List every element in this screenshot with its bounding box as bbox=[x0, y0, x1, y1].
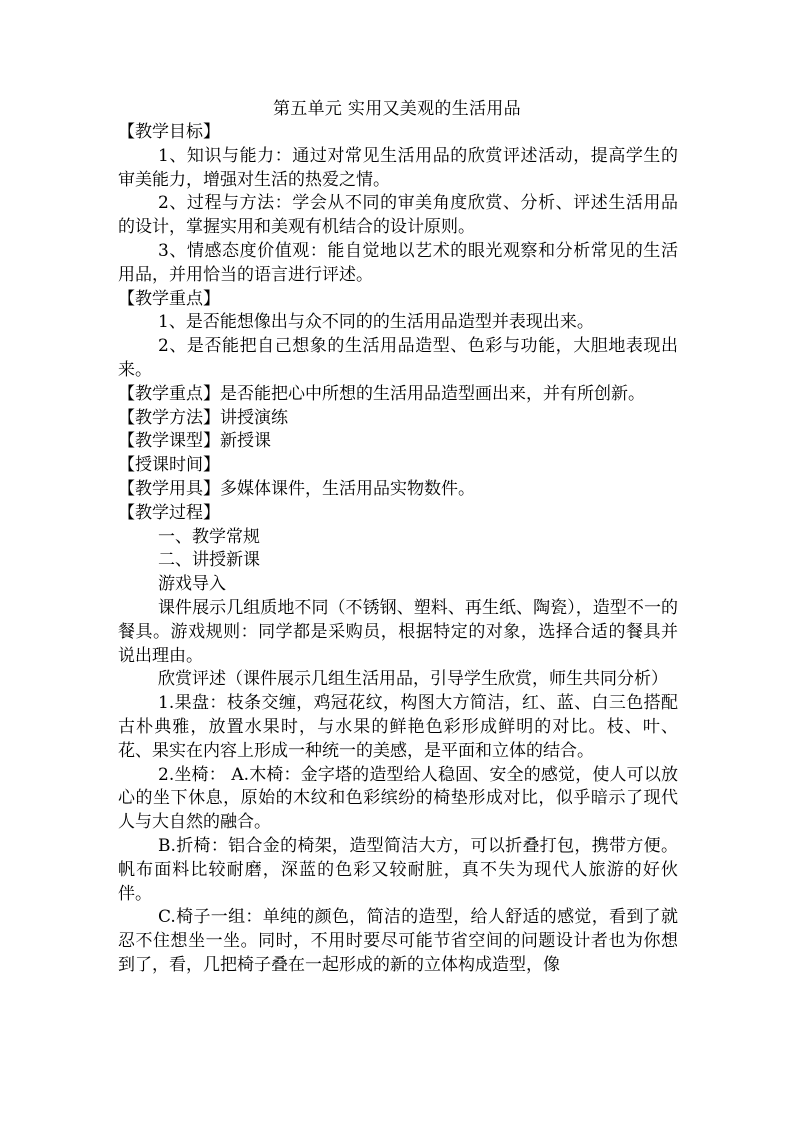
lesson-type: 【教学课型】新授课 bbox=[118, 431, 271, 452]
process-step-3: 游戏导入 bbox=[158, 574, 226, 595]
process-step-1: 一、教学常规 bbox=[158, 526, 260, 547]
section-heading-key: 【教学重点】 bbox=[118, 288, 220, 309]
page-title: 第五单元 实用又美观的生活用品 bbox=[273, 99, 521, 119]
lesson-time: 【授课时间】 bbox=[118, 455, 220, 476]
key-item-2: 2、是否能把自己想象的生活用品造型、色彩与功能，大胆地表现出来。 bbox=[118, 336, 678, 380]
process-paragraph-appreciation: 欣赏评述（课件展示几组生活用品，引导学生欣赏，师生共同分析） bbox=[158, 669, 668, 690]
section-heading-process: 【教学过程】 bbox=[118, 502, 220, 523]
process-paragraph-fruit-plate: 1.果盘：枝条交缠，鸡冠花纹，构图大方简洁，红、蓝、白三色搭配古朴典雅，放置水果时，与水果的鲜艳色彩形成鲜明的对比。枝、叶、花、果实在内容上形成一种统一的美感，是平面和立体的结合。 bbox=[118, 693, 678, 761]
document-body bbox=[118, 121, 678, 978]
section-heading-goals: 【教学目标】 bbox=[118, 122, 220, 142]
key-item-1: 1、是否能想像出与众不同的的生活用品造型并表现出来。 bbox=[158, 312, 594, 333]
process-paragraph-chair-a: 2.坐椅： A.木椅：金字塔的造型给人稳固、安全的感觉，使人可以放心的坐下休息，原始的木纹和色彩缤纷的椅垫形成对比，似乎暗示了现代人与大自然的融合。 bbox=[118, 764, 678, 833]
teaching-method: 【教学方法】讲授演练 bbox=[118, 407, 288, 428]
teaching-tools: 【教学用具】多媒体课件，生活用品实物数件。 bbox=[118, 478, 475, 499]
process-paragraph-chair-c: C.椅子一组：单纯的颜色，简洁的造型，给人舒适的感觉，看到了就忍不住想坐一坐。同时，不用时要尽可能节省空间的问题设计者也为你想到了，看，几把椅子叠在一起形成的新的立体构成造型，像 bbox=[118, 907, 678, 975]
goal-item-2: 2、过程与方法：学会从不同的审美角度欣赏、分析、评述生活用品的设计，掌握实用和美观有机结合的设计原则。 bbox=[118, 193, 678, 238]
process-paragraph-game: 课件展示几组质地不同（不锈钢、塑料、再生纸、陶瓷），造型不一的餐具。游戏规则：同学都是采购员，根据特定的对象，选择合适的餐具并说出理由。 bbox=[118, 597, 678, 666]
goal-item-3: 3、情感态度价值观：能自觉地以艺术的眼光观察和分析常见的生活用品，并用恰当的语言进行评述。 bbox=[118, 240, 678, 285]
key-difficulty: 【教学重点】是否能把心中所想的生活用品造型画出来，并有所创新。 bbox=[118, 383, 645, 404]
process-paragraph-chair-b: B.折椅：铝合金的椅架，造型简洁大方，可以折叠打包，携带方便。帆布面料比较耐磨，深蓝的色彩又较耐脏，真不失为现代人旅游的好伙伴。 bbox=[118, 835, 678, 904]
goal-item-1: 1、知识与能力：通过对常见生活用品的欣赏评述活动，提高学生的审美能力，增强对生活的热爱之情。 bbox=[118, 145, 678, 190]
process-step-2: 二、讲授新课 bbox=[158, 550, 260, 571]
